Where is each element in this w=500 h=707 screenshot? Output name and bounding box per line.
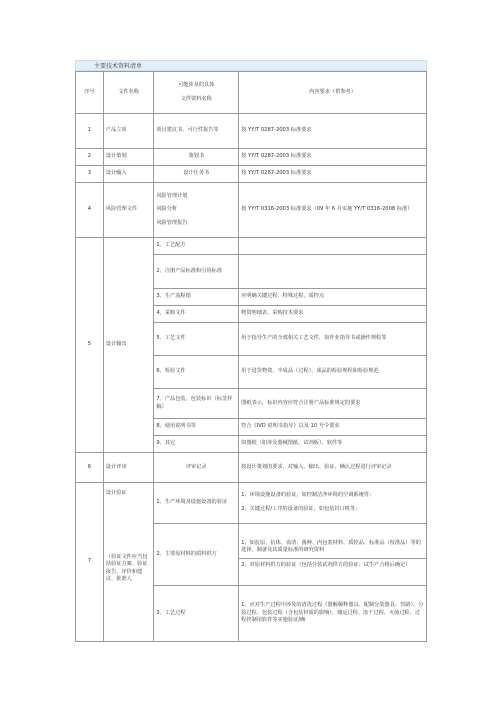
- table-row: [76, 183, 427, 238]
- review-no: 6: [76, 453, 104, 483]
- header-no: 序号: [76, 72, 104, 114]
- verify-name-bottom: （验证文件应当包括验证方案、验证报告、评价和建议、批准人: [105, 553, 148, 583]
- document-page: [75, 60, 427, 642]
- output-related: 7、产品包装、包装标识（标签样稿）: [154, 389, 239, 419]
- verify-content: [239, 483, 427, 524]
- output-item-row: [76, 238, 427, 255]
- output-content: [239, 255, 427, 289]
- row-name: 设计策划: [103, 149, 153, 166]
- verify-content-line: 2、关键过程/工序的设备的验证，如包装封口机等；: [241, 506, 361, 512]
- row-name: 风险管理文件: [103, 183, 153, 238]
- verify-content-line: 1、如抗原、抗体、血清、菌种、内包装材料、质控品、标准品（校准品）等的选择、制备及其质量标准的研究资料: [241, 539, 421, 554]
- output-related: 3、生产流程图: [154, 289, 239, 306]
- output-content: 如图纸（如涉及器械图纸，试剂板）、软件等: [239, 436, 427, 453]
- output-related: 6、检验文件: [154, 356, 239, 389]
- row-content: 按 YY/T 0316-2003 标准要求（09 年 6 月实施 YY/T 0316-2008 标准）: [239, 183, 427, 238]
- output-content: [239, 238, 427, 255]
- output-related: 1、工艺配方: [154, 238, 239, 255]
- tech-document-table: [75, 71, 427, 642]
- output-no: 5: [76, 238, 104, 453]
- row-name: 设计输入: [103, 166, 153, 183]
- verify-related: 1、生产环境及设施设备的验证: [154, 483, 239, 524]
- row-no: 4: [76, 183, 104, 238]
- output-content: 应明确关键过程、特殊过程、质控点: [239, 289, 427, 306]
- row-no: 2: [76, 149, 104, 166]
- output-content: 用于进货物资、半成品（过程）、成品的检验规程和检验规范: [239, 356, 427, 389]
- header-related: [154, 72, 239, 114]
- row-related: [154, 183, 239, 238]
- output-related: 2、注册产品标准和引用标准: [154, 255, 239, 289]
- table-header-row: [76, 72, 427, 114]
- row-content: 按 YY/T 0287-2003 标准要求: [239, 166, 427, 183]
- output-related: 4、采购文件: [154, 306, 239, 323]
- output-related: 9、其它: [154, 436, 239, 453]
- verify-content-line: 2、对原材料供方的验证（包括分装试剂供方的验证；试生产合格后确定）: [241, 561, 411, 568]
- table-row: [76, 114, 427, 149]
- row-no: 3: [76, 166, 104, 183]
- verify-content-line: 1、环境设施设备的验证，如控制洁净环境的空调系统等；: [241, 492, 375, 499]
- verify-content: 1、应对生产过程中涉及的清洗过程（器解稀释器具、配制分装器具、管路）、分装过程、包装过程（含包装材质的影响）、储运过程、冻干过程、灭菌过程、过程控制用软件等实施验证/确: [239, 586, 427, 642]
- output-content: 符合《IVD 说明书指导》以及 10 号令要求: [239, 419, 427, 436]
- row-related: 策划书: [154, 149, 239, 166]
- output-content: 用于指导生产的全部相关工艺文件，如作业指导书或操作规程等: [239, 323, 427, 356]
- related-line: 风险管理计划: [156, 192, 188, 199]
- related-line: 风险管理报告: [156, 219, 188, 226]
- review-related: 评审记录: [154, 453, 239, 483]
- header-content: 内容要求（供参考）: [239, 72, 427, 114]
- verify-name-top: 设计验证: [105, 490, 127, 496]
- output-related: 5、工艺文件: [154, 323, 239, 356]
- row-related: 设计任务书: [154, 166, 239, 183]
- verify-related: 3、工艺过程: [154, 586, 239, 642]
- row-content: 按 YY/T 0287-2003 标准要求: [239, 149, 427, 166]
- header-file-name: 文件名称: [103, 72, 153, 114]
- output-name: 设计输出: [103, 238, 153, 453]
- review-name: 设计评审: [103, 453, 153, 483]
- verify-name: [103, 483, 153, 642]
- verify-no: 7: [76, 483, 104, 642]
- review-row: [76, 453, 427, 483]
- verify-content: [239, 524, 427, 586]
- output-content: 物资明细表、采购技术要求: [239, 306, 427, 323]
- verify-item-row: [76, 483, 427, 524]
- row-related: 项目建议书、可行性报告等: [154, 114, 239, 149]
- verify-related: 2、主要原材料的质料供方: [154, 524, 239, 586]
- output-related: 8、使用说明书等: [154, 419, 239, 436]
- row-no: 1: [76, 114, 104, 149]
- review-content: 按设计策划的要求，对输入、输出、验证、确认过程进行评审记录: [239, 453, 427, 483]
- header-related-bottom: 文件资料名称: [180, 95, 212, 102]
- output-content: 图纸表示，标识内容应符合注册产品标准规定的要求: [239, 389, 427, 419]
- row-content: 按 YY/T 0287-2003 标准要求: [239, 114, 427, 149]
- table-row: [76, 149, 427, 166]
- document-title: 主要技术资料清单: [75, 60, 427, 71]
- header-related-top: 可能涉及的具体: [178, 81, 215, 88]
- table-row: [76, 166, 427, 183]
- related-line: 风险分析: [156, 206, 178, 213]
- row-name: 产品立项: [103, 114, 153, 149]
